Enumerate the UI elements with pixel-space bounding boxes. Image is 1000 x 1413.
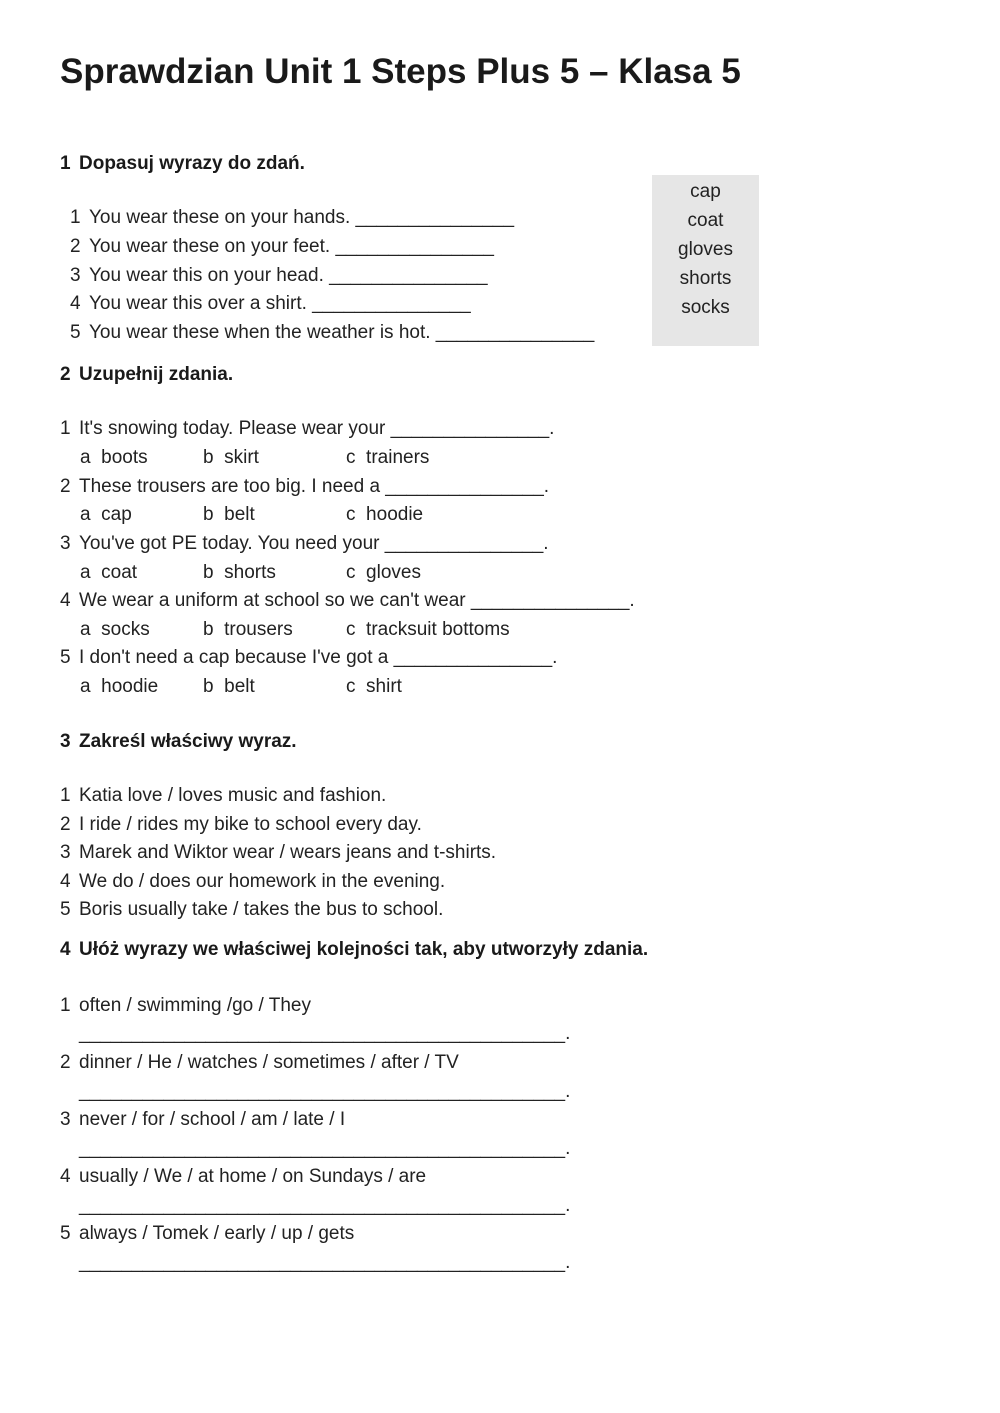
- s1-item-1: [70, 206, 514, 230]
- option-b: b shorts: [203, 562, 276, 583]
- section-title: Uzupełnij zdania.: [79, 364, 234, 385]
- s2-question-4: [60, 589, 635, 613]
- item-number: 3: [60, 842, 71, 863]
- word-bank-item: cap: [690, 181, 721, 202]
- s1-item-4: [70, 292, 471, 316]
- s4-item-3: [60, 1108, 345, 1132]
- item-text: You've got PE today. You need your _______________.: [79, 533, 549, 554]
- answer-line: ______________________________________________.: [79, 1252, 571, 1273]
- answer-line: ______________________________________________.: [79, 1081, 571, 1102]
- item-number: 2: [70, 236, 81, 257]
- section-number: 2: [60, 364, 71, 385]
- s2-question-2: [60, 475, 549, 499]
- item-text: Marek and Wiktor wear / wears jeans and t-shirts.: [79, 842, 497, 863]
- answer-line: ______________________________________________.: [79, 1195, 571, 1216]
- item-number: 5: [60, 1223, 71, 1244]
- s1-item-5: [70, 321, 594, 345]
- section-title: Zakreśl właściwy wyraz.: [79, 731, 297, 752]
- item-number: 5: [60, 647, 71, 668]
- item-number: 2: [60, 476, 71, 497]
- section-2-heading: [60, 364, 233, 386]
- s3-item-1: [60, 784, 386, 808]
- option-a: a boots: [80, 447, 148, 468]
- s2-question-5: [60, 646, 557, 670]
- item-number: 5: [60, 899, 71, 920]
- section-title: Dopasuj wyrazy do zdań.: [79, 153, 305, 174]
- s1-item-3: [70, 264, 488, 288]
- option-a: a cap: [80, 504, 132, 525]
- section-number: 4: [60, 939, 71, 960]
- item-text: always / Tomek / early / up / gets: [79, 1223, 355, 1244]
- item-text: These trousers are too big. I need a _______________.: [79, 476, 550, 497]
- item-number: 3: [70, 265, 81, 286]
- s3-item-2: [60, 813, 422, 837]
- item-number: 1: [60, 785, 71, 806]
- section-number: 3: [60, 731, 71, 752]
- s3-item-5: [60, 898, 443, 922]
- item-number: 4: [60, 1166, 71, 1187]
- s4-item-1: [60, 994, 311, 1018]
- word-bank-item: gloves: [678, 239, 733, 260]
- s2-question-3: [60, 532, 549, 556]
- option-c: c shirt: [346, 676, 402, 697]
- s4-item-2: [60, 1051, 459, 1075]
- option-b: b trousers: [203, 619, 293, 640]
- item-number: 5: [70, 322, 81, 343]
- option-c: c hoodie: [346, 504, 424, 525]
- s3-item-3: [60, 841, 496, 865]
- item-text: You wear these when the weather is hot. _______________: [89, 322, 595, 343]
- answer-line: ______________________________________________.: [79, 1138, 571, 1159]
- word-bank-item: shorts: [679, 268, 732, 289]
- item-text: You wear these on your hands. _______________: [89, 207, 515, 228]
- answer-line: ______________________________________________.: [79, 1023, 571, 1044]
- item-number: 4: [60, 871, 71, 892]
- item-text: usually / We / at home / on Sundays / are: [79, 1166, 427, 1187]
- item-text: often / swimming /go / They: [79, 995, 311, 1016]
- item-number: 1: [60, 995, 71, 1016]
- item-text: We do / does our homework in the evening.: [79, 871, 446, 892]
- s4-item-5: [60, 1222, 354, 1246]
- item-text: We wear a uniform at school so we can't wear _______________.: [79, 590, 635, 611]
- item-text: dinner / He / watches / sometimes / after / TV: [79, 1052, 459, 1073]
- item-number: 3: [60, 533, 71, 554]
- item-text: You wear this over a shirt. _______________: [89, 293, 471, 314]
- word-bank: [652, 175, 759, 346]
- item-text: It's snowing today. Please wear your _______________.: [79, 418, 555, 439]
- option-b: b skirt: [203, 447, 259, 468]
- option-b: b belt: [203, 676, 255, 697]
- section-1-heading: [60, 153, 305, 175]
- section-3-heading: [60, 731, 297, 753]
- option-c: c gloves: [346, 562, 421, 583]
- s3-item-4: [60, 870, 445, 894]
- item-number: 1: [60, 418, 71, 439]
- item-text: You wear these on your feet. _______________: [89, 236, 494, 257]
- item-text: Katia love / loves music and fashion.: [79, 785, 387, 806]
- item-text: You wear this on your head. _______________: [89, 265, 488, 286]
- item-text: I don't need a cap because I've got a _______________.: [79, 647, 558, 668]
- option-a: a hoodie: [80, 676, 159, 697]
- s1-item-2: [70, 235, 494, 259]
- word-bank-item: socks: [681, 297, 730, 318]
- item-number: 2: [60, 814, 71, 835]
- item-number: 4: [70, 293, 81, 314]
- item-text: Boris usually take / takes the bus to school.: [79, 899, 444, 920]
- option-a: a coat: [80, 562, 138, 583]
- section-4-heading: [60, 939, 648, 961]
- page-title: Sprawdzian Unit 1 Steps Plus 5 – Klasa 5: [60, 52, 741, 91]
- option-c: c tracksuit bottoms: [346, 619, 510, 640]
- item-number: 4: [60, 590, 71, 611]
- item-text: I ride / rides my bike to school every day.: [79, 814, 422, 835]
- option-a: a socks: [80, 619, 150, 640]
- word-bank-item: coat: [687, 210, 724, 231]
- option-c: c trainers: [346, 447, 430, 468]
- item-number: 1: [70, 207, 81, 228]
- item-text: never / for / school / am / late / I: [79, 1109, 346, 1130]
- section-title: Ułóż wyrazy we właściwej kolejności tak, aby utworzyły zdania.: [79, 939, 649, 960]
- item-number: 3: [60, 1109, 71, 1130]
- item-number: 2: [60, 1052, 71, 1073]
- s2-question-1: [60, 417, 554, 441]
- section-number: 1: [60, 153, 71, 174]
- option-b: b belt: [203, 504, 255, 525]
- s4-item-4: [60, 1165, 426, 1189]
